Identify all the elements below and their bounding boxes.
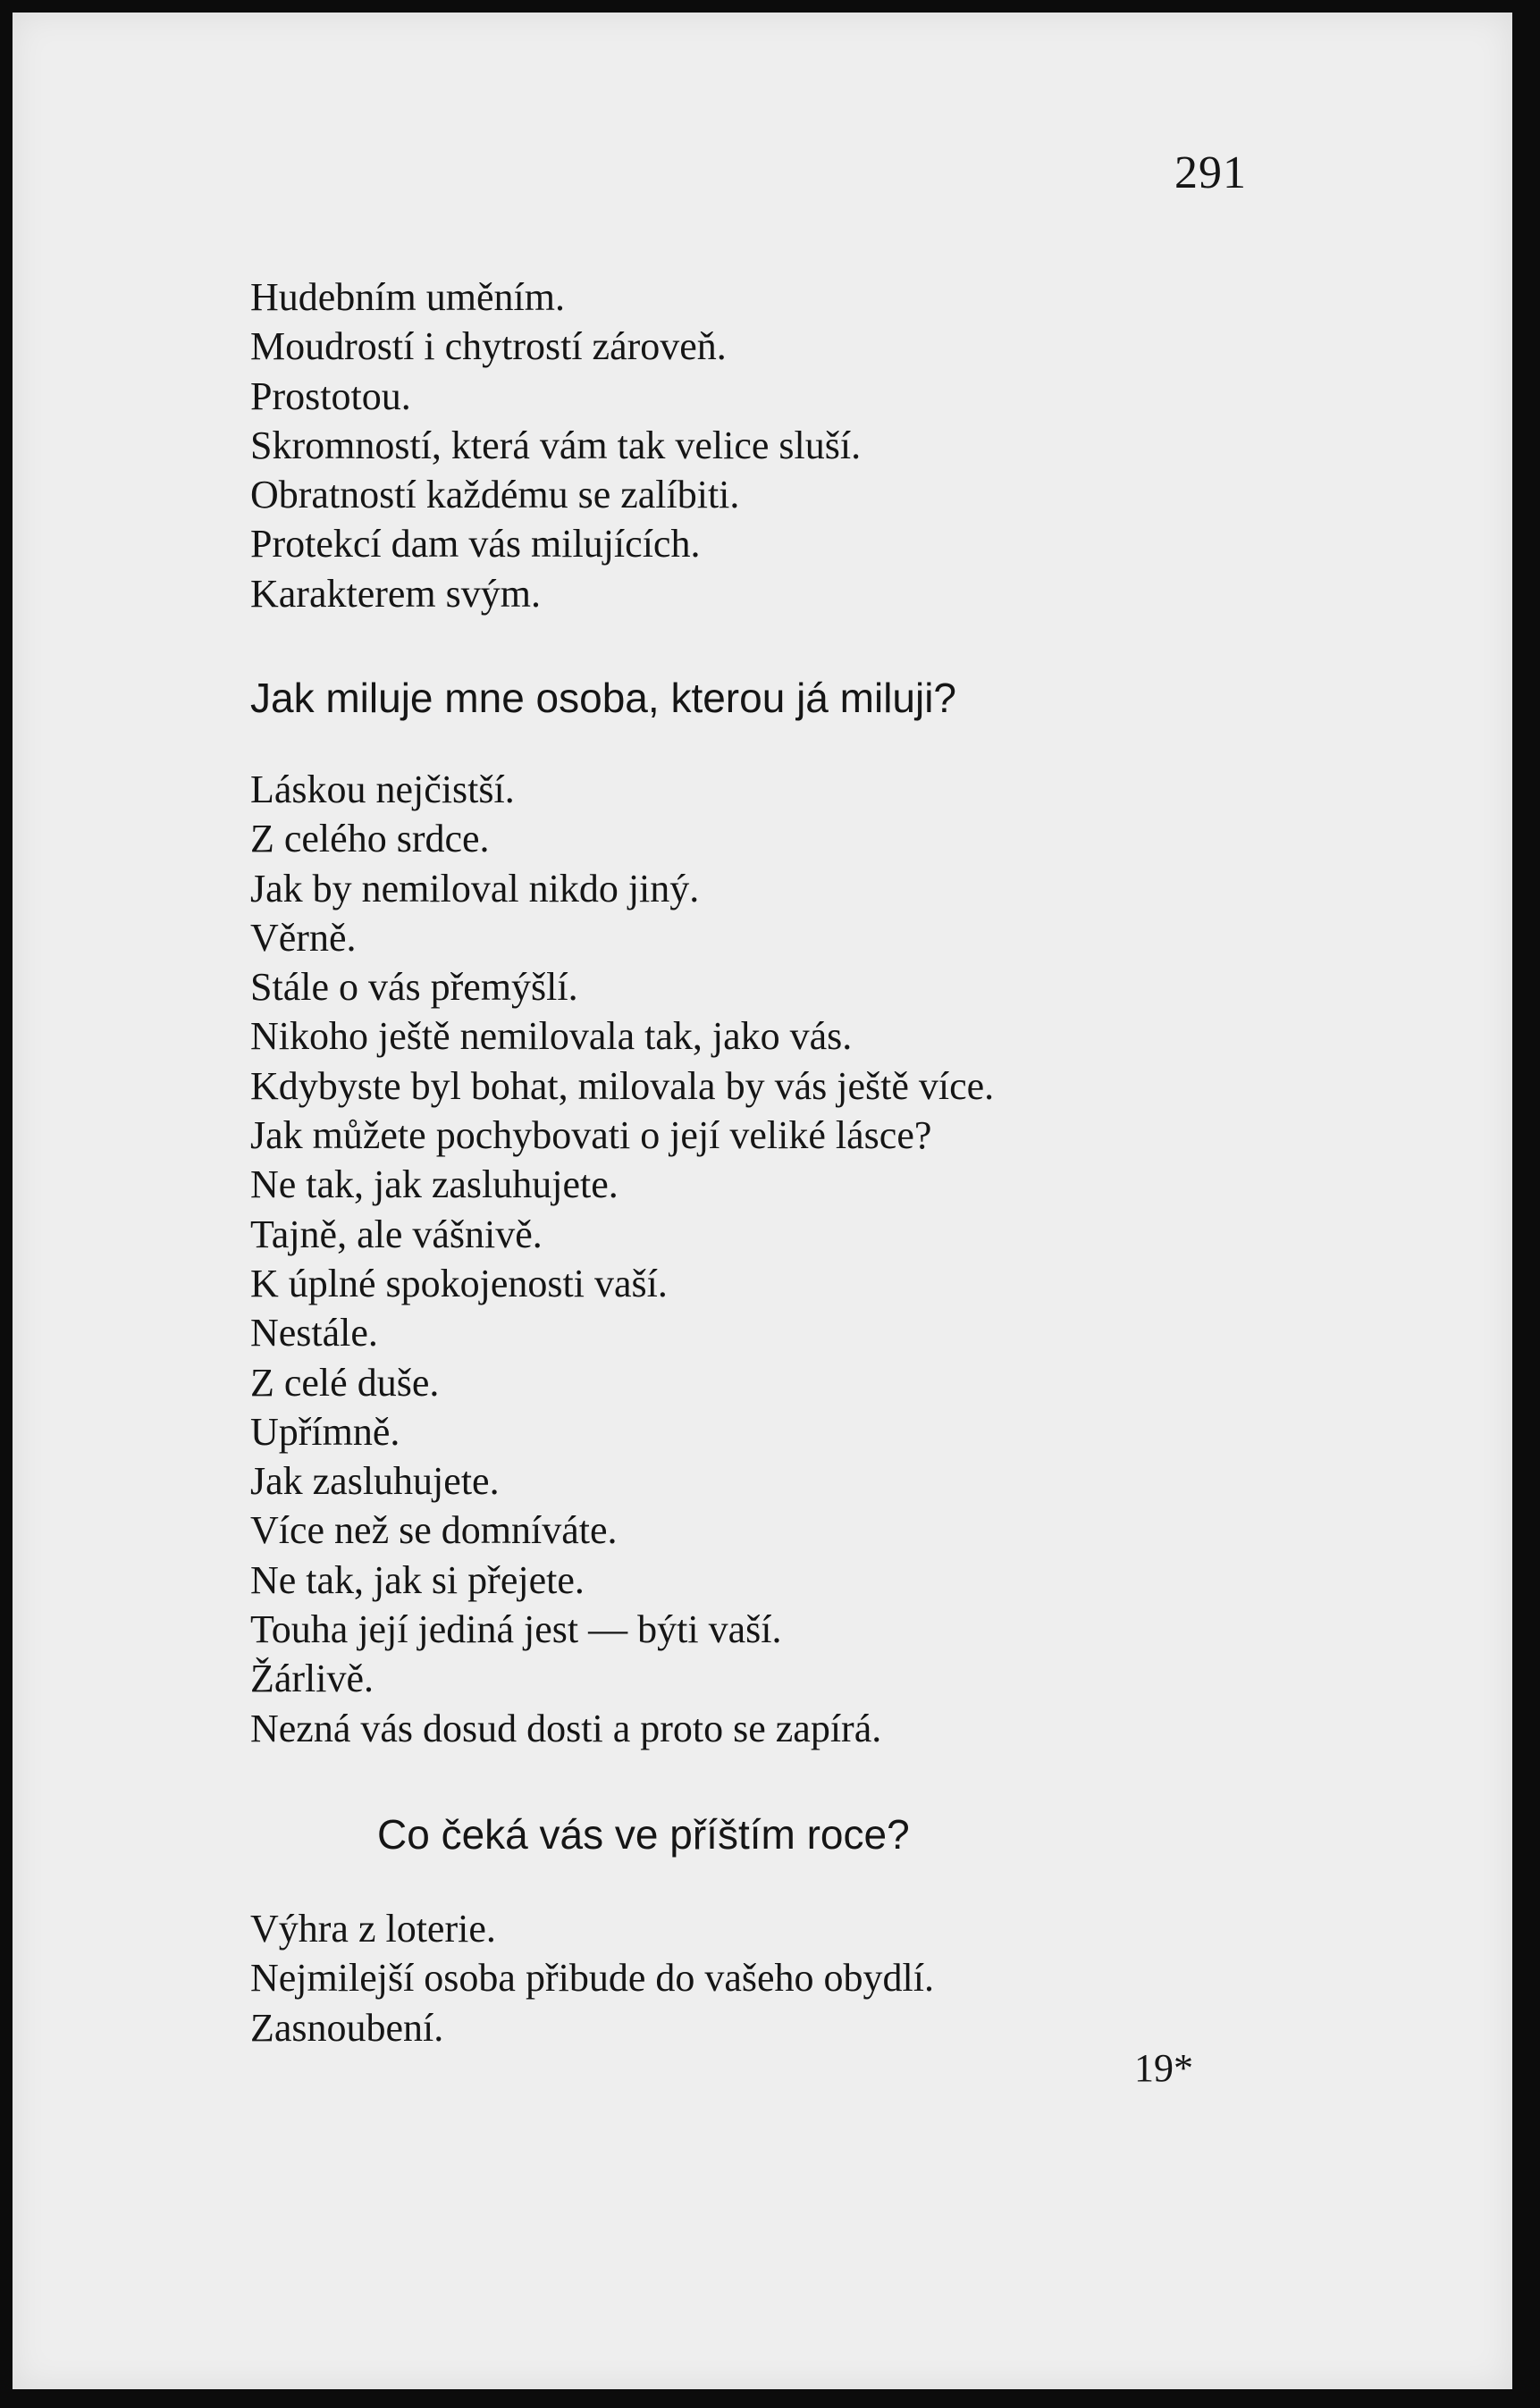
item-text: Jak můžete pochybovati o její veliké lásce? bbox=[250, 1113, 932, 1158]
item-text: Protekcí dam vás milujících. bbox=[250, 522, 701, 566]
item-text: Věrně. bbox=[250, 915, 357, 960]
item-text: Více než se domníváte. bbox=[250, 1508, 618, 1553]
item-text: K úplné spokojenosti vaší. bbox=[250, 1261, 668, 1305]
item-text: Výhra z loterie. bbox=[250, 1907, 496, 1951]
item-text: Zasnoubení. bbox=[250, 2005, 444, 2050]
item-text: Z celé duše. bbox=[250, 1360, 440, 1405]
section-heading-love: Jak miluje mne osoba, kterou já miluji? bbox=[250, 675, 957, 721]
item-text: Prostotou. bbox=[250, 373, 411, 418]
item-text: Ne tak, jak si přejete. bbox=[250, 1557, 585, 1602]
item-text: Jak zasluhujete. bbox=[250, 1459, 500, 1504]
item-text: Z celého srdce. bbox=[250, 817, 490, 861]
item-text: Nezná vás dosud dosti a proto se zapírá. bbox=[250, 1706, 882, 1750]
item-text: Tajně, ale vášnivě. bbox=[250, 1212, 543, 1256]
item-text: Hudebním uměním. bbox=[250, 275, 565, 319]
item-text: Skromností, která vám tak velice sluší. bbox=[250, 423, 862, 467]
item-text: Láskou nejčistší. bbox=[250, 768, 515, 811]
item-text: Žárlivě. bbox=[250, 1657, 374, 1701]
signature-mark: 19* bbox=[1134, 2046, 1193, 2090]
item-text: Stále o vás přemýšlí. bbox=[250, 965, 578, 1010]
book-page bbox=[13, 13, 1512, 2389]
item-text: Kdybyste byl bohat, milovala by vás ještě více. bbox=[250, 1063, 995, 1108]
item-text: Upřímně. bbox=[250, 1409, 400, 1454]
item-text: Nejmilejší osoba přibude do vašeho obydlí. bbox=[250, 1956, 934, 2001]
section-heading-next-year: Co čeká vás ve příštím roce? bbox=[377, 1811, 910, 1858]
page-number: 291 bbox=[1174, 147, 1247, 198]
item-text: Jak by nemiloval nikdo jiný. bbox=[250, 866, 700, 910]
item-text: Obratností každému se zalíbiti. bbox=[250, 473, 740, 517]
item-text: Ne tak, jak zasluhujete. bbox=[250, 1162, 619, 1207]
item-text: Nestále. bbox=[250, 1311, 378, 1355]
item-text: Touha její jediná jest — býti vaší. bbox=[250, 1607, 782, 1652]
item-text: Karakterem svým. bbox=[250, 571, 541, 616]
item-text: Nikoho ještě nemilovala tak, jako vás. bbox=[250, 1014, 853, 1059]
item-text: Moudrostí i chytrostí zároveň. bbox=[250, 324, 727, 369]
